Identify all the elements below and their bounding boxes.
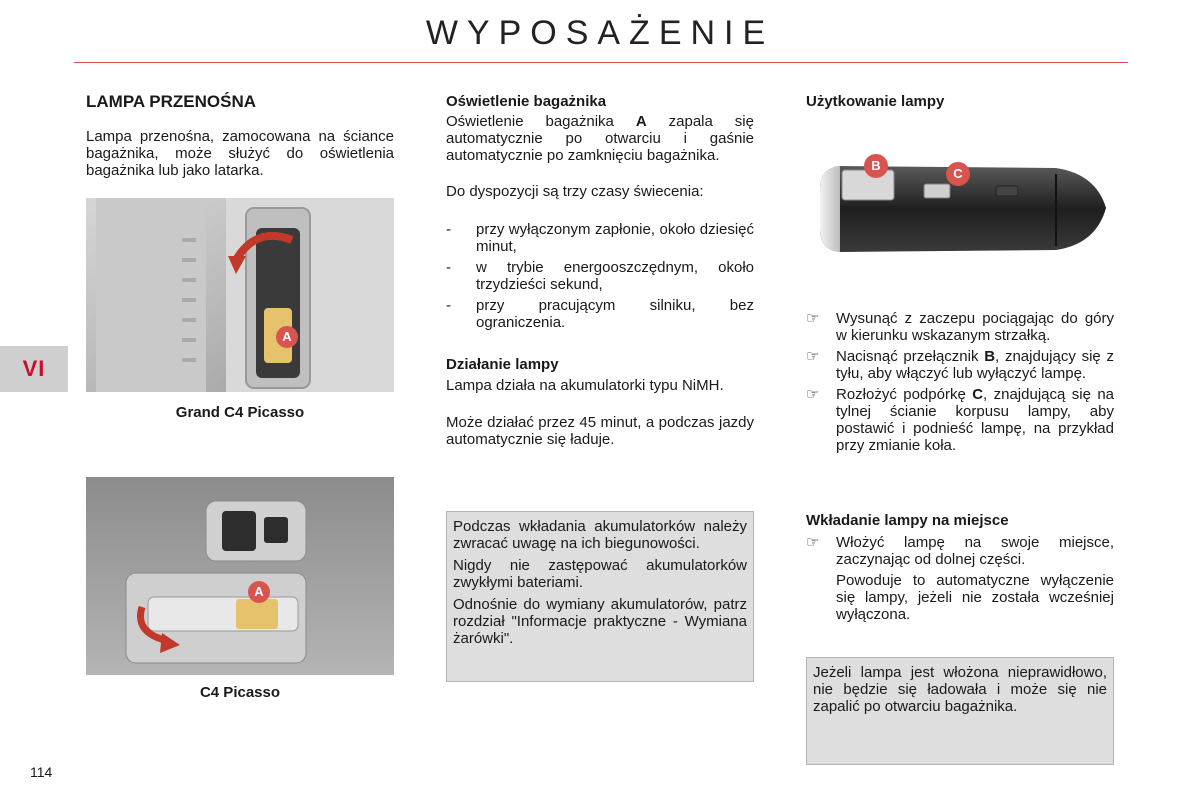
list-item-text: Powoduje to automatyczne wyłączenie się lampy, jeżeli nie została wcześniej wyłączona. (836, 572, 1114, 623)
pointing-hand-icon: ☞ (806, 386, 820, 403)
paragraph-runtime: Może działać przez 45 minut, a podczas jazdy automatycznie się ładuje. (446, 414, 754, 448)
label-a-badge: A (276, 326, 298, 348)
section-heading-portable-lamp: LAMPA PRZENOŚNA (86, 92, 256, 111)
lamp-illustration (806, 148, 1114, 268)
photo-grand-c4-picasso (86, 198, 394, 392)
caption-grand-c4-picasso: Grand C4 Picasso (175, 404, 305, 421)
stowing-steps (806, 534, 1114, 627)
text-segment: Nacisnąć przełącznik (836, 348, 985, 365)
caption-c4-picasso: C4 Picasso (199, 684, 281, 701)
c4-lamp-illustration (86, 477, 394, 675)
list-item (806, 386, 1114, 454)
durations-list (446, 221, 754, 335)
label-c-badge: C (946, 162, 970, 186)
note-paragraph: Podczas wkładania akumulatorków należy zwracać uwagę na ich biegunowości. (453, 518, 747, 552)
pointing-hand-icon: ☞ (806, 348, 820, 365)
paragraph-trunk-lighting (446, 113, 754, 164)
paragraph-durations: Do dyspozycji są trzy czasy świecenia: (446, 183, 704, 200)
photo-c4-picasso (86, 477, 394, 675)
usage-steps (806, 310, 1114, 458)
chapter-tab-label: VI (22, 356, 46, 381)
note-box-insertion (806, 657, 1114, 765)
heading-lamp-stowing: Wkładanie lampy na miejsce (806, 512, 1009, 529)
note-paragraph: Odnośnie do wymiany akumulatorów, patrz rozdział "Informacje praktyczne - Wymiana żarówki". (453, 596, 747, 647)
note-paragraph: Jeżeli lampa jest włożona nieprawidłowo, nie będzie się ładowała i może się nie zapalić po otwarciu bagażnika. (813, 664, 1107, 715)
list-item-text: przy wyłączonym zapłonie, około dziesięć minut, (476, 221, 754, 255)
list-item (446, 221, 754, 255)
label-c-ref: C (972, 386, 984, 403)
label-a-badge: A (248, 581, 270, 603)
label-b-ref: B (984, 348, 996, 365)
label-a-ref: A (635, 113, 647, 130)
list-item (806, 572, 1114, 623)
list-item (806, 534, 1114, 568)
text-segment: Rozłożyć podpórkę (836, 386, 973, 403)
chapter-tab (0, 346, 68, 392)
intro-paragraph: Lampa przenośna, zamocowana na ściance bagażnika, może służyć do oświetlenia bagażnika lub jako latarka. (86, 128, 394, 179)
note-box-batteries (446, 511, 754, 682)
pointing-hand-icon: ☞ (806, 534, 820, 551)
list-item-text: Włożyć lampę na swoje miejsce, zaczynając od dolnej części. (836, 534, 1114, 568)
list-item (806, 348, 1114, 382)
heading-lamp-usage: Użytkowanie lampy (806, 93, 945, 110)
list-item (806, 310, 1114, 344)
note-paragraph: Nigdy nie zastępować akumulatorków zwykłymi bateriami. (453, 557, 747, 591)
paragraph-battery-type: Lampa działa na akumulatorki typu NiMH. (446, 377, 724, 394)
heading-lamp-operation: Działanie lampy (446, 356, 559, 373)
heading-trunk-lighting: Oświetlenie bagażnika (446, 93, 607, 110)
list-item (446, 259, 754, 293)
text-segment: zapala się automatycznie po otwarciu i gaśnie automatycznie po zamknięciu bagażnika. (446, 113, 754, 164)
header-divider (74, 62, 1128, 63)
dash-marker: - (446, 221, 451, 238)
list-item-text: Wysunąć z zaczepu pociągając do góry w kierunku wskazanym strzałką. (836, 310, 1114, 344)
grand-c4-lamp-illustration (86, 198, 394, 392)
label-b-badge: B (864, 154, 888, 178)
list-item-text: w trybie energooszczędnym, około trzydzieści sekund, (476, 259, 754, 293)
pointing-hand-icon: ☞ (806, 310, 820, 327)
dash-marker: - (446, 259, 451, 276)
page-title: WYPOSAŻENIE (425, 14, 775, 52)
text-segment: Oświetlenie bagażnika (446, 113, 636, 130)
page-number: 114 (30, 764, 53, 780)
list-item-text: przy pracującym silniku, bez ograniczenia. (476, 297, 754, 331)
dash-marker: - (446, 297, 451, 314)
text-segment: , znajdującą się na tylnej ścianie korpusu lampy, aby postawić i podnieść lampę, na przykład przy zmianie koła. (836, 386, 1114, 454)
text-segment: , znajdujący się z tyłu, aby włączyć lub wyłączyć lampę. (836, 348, 1114, 382)
list-item (446, 297, 754, 331)
